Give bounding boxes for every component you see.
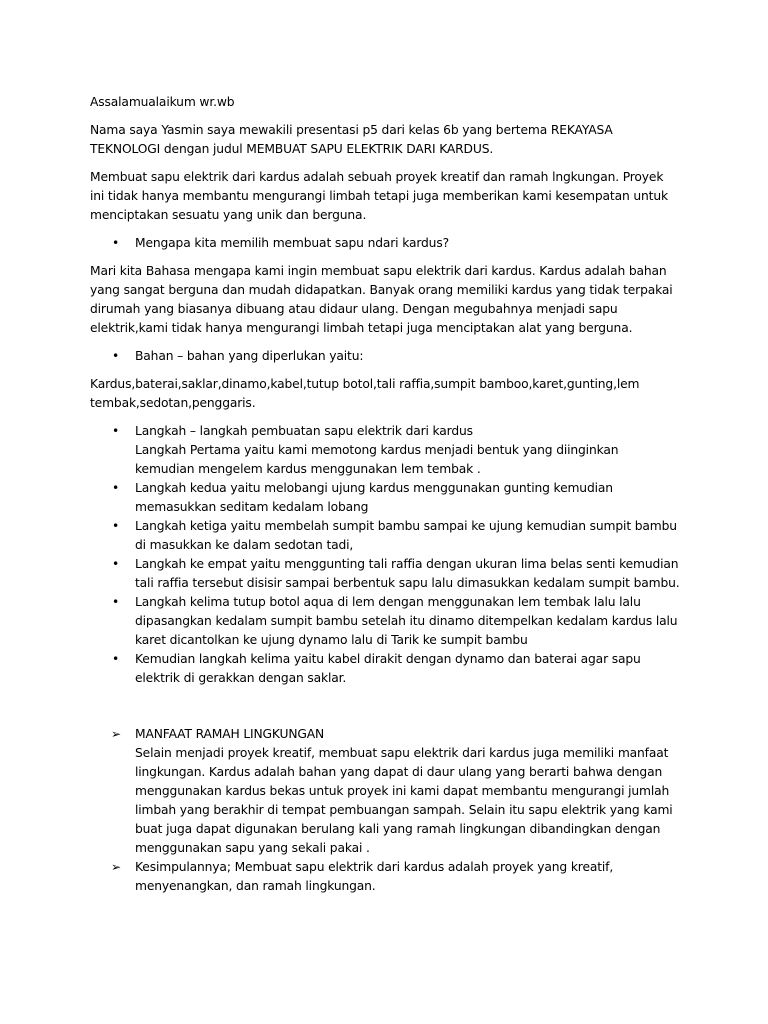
arrow-bullet-icon: ➢ <box>111 727 121 741</box>
bullet-icon: • <box>112 236 120 250</box>
steps-list <box>90 422 680 688</box>
bullet-icon: • <box>112 481 120 495</box>
step-text: Langkah kedua yaitu melobangi ujung kardus menggunakan gunting kemudian memasukkan seditam kedalam lobang <box>135 481 613 514</box>
step-text: Langkah Pertama yaitu kami memotong kardus menjadi bentuk yang diinginkan kemudian mengelem kardus menggunakan lem tembak . <box>135 443 619 476</box>
greeting-text: Assalamualaikum wr.wb <box>90 95 235 109</box>
step-text: Langkah ke empat yaitu menggunting tali raffia dengan ukuran lima belas senti kemudian tali raffia tersebut disisir sampai berbentuk sapu lalu dimasukkan kedalam sumpit bambu. <box>135 557 680 590</box>
bullet-icon: • <box>112 595 120 609</box>
bullet-icon: • <box>112 557 120 571</box>
list-item <box>90 555 680 593</box>
bullet-icon: • <box>112 349 120 363</box>
arrow-list <box>90 725 680 896</box>
list-item <box>90 650 680 688</box>
conclusion-text: Kesimpulannya; Membuat sapu elektrik dari kardus adalah proyek yang kreatif, menyenangkan, dan ramah lingkungan. <box>135 860 614 893</box>
materials-bullet-text: Bahan – bahan yang diperlukan yaitu: <box>135 349 364 363</box>
question-bullet-item <box>90 234 680 253</box>
list-item <box>90 858 680 896</box>
steps-heading: Langkah – langkah pembuatan sapu elektrik dari kardus <box>135 424 473 438</box>
step-text: Kemudian langkah kelima yaitu kabel dirakit dengan dynamo dan baterai agar sapu elektrik di gerakkan dengan saklar. <box>135 652 641 685</box>
reason-paragraph: Mari kita Bahasa mengapa kami ingin membuat sapu elektrik dari kardus. Kardus adalah bahan yang sangat berguna dan mudah didapatkan. Banyak orang memiliki kardus yang tidak terpakai dirumah yang biasanya dibuang atau didaur ulang. Dengan megubahnya menjadi sapu elektrik,kami tidak hanya mengurangi limbah tetapi juga menciptakan alat yang berguna. <box>90 264 673 335</box>
question-bullet-text: Mengapa kita memilih membuat sapu ndari kardus? <box>135 236 449 250</box>
bullet-icon: • <box>112 652 120 666</box>
intro-paragraph: Nama saya Yasmin saya mewakili presentasi p5 dari kelas 6b yang bertema REKAYASA TEKNOLOGI dengan judul MEMBUAT SAPU ELEKTRIK DARI KARDUS. <box>90 123 613 156</box>
list-item <box>90 479 680 517</box>
bullet-icon: • <box>112 424 120 438</box>
list-item <box>90 593 680 650</box>
step-text: Langkah kelima tutup botol aqua di lem dengan menggunakan lem tembak lalu lalu dipasangkan kedalam sumpit bambu setelah itu dinamo ditempelkan kedalam kardus lalu karet dicantolkan ke ujung dynamo lalu di Tarik ke sumpit bambu <box>135 595 678 647</box>
list-item <box>90 725 680 858</box>
step-text: Langkah ketiga yaitu membelah sumpit bambu sampai ke ujung kemudian sumpit bambu di masukkan ke dalam sedotan tadi, <box>135 519 677 552</box>
description-paragraph: Membuat sapu elektrik dari kardus adalah sebuah proyek kreatif dan ramah lngkungan. Proyek ini tidak hanya membantu mengurangi limbah tetapi juga memberikan kami kesempatan untuk menciptakan sesuatu yang unik dan berguna. <box>90 170 668 222</box>
list-item <box>90 422 680 479</box>
materials-list-paragraph: Kardus,baterai,saklar,dinamo,kabel,tutup botol,tali raffia,sumpit bamboo,karet,gunting,lem tembak,sedotan,penggaris. <box>90 377 640 410</box>
list-item <box>90 517 680 555</box>
arrow-bullet-icon: ➢ <box>111 860 121 874</box>
benefit-text: Selain menjadi proyek kreatif, membuat sapu elektrik dari kardus juga memiliki manfaat lingkungan. Kardus adalah bahan yang dapat di daur ulang yang berarti bahwa dengan menggunakan kardus bekas untuk proyek ini kami dapat membantu mengurangi jumlah limbah yang berakhir di tempat pembuangan sampah. Selain itu sapu elektrik yang kami buat juga dapat digunakan berulang kali yang ramah lingkungan dibandingkan dengan menggunakan sapu yang sekali pakai . <box>135 746 673 855</box>
document-body <box>90 93 680 896</box>
blank-spacer <box>90 697 680 725</box>
bullet-icon: • <box>112 519 120 533</box>
benefit-heading: MANFAAT RAMAH LINGKUNGAN <box>135 727 325 741</box>
materials-bullet-item <box>90 347 680 366</box>
